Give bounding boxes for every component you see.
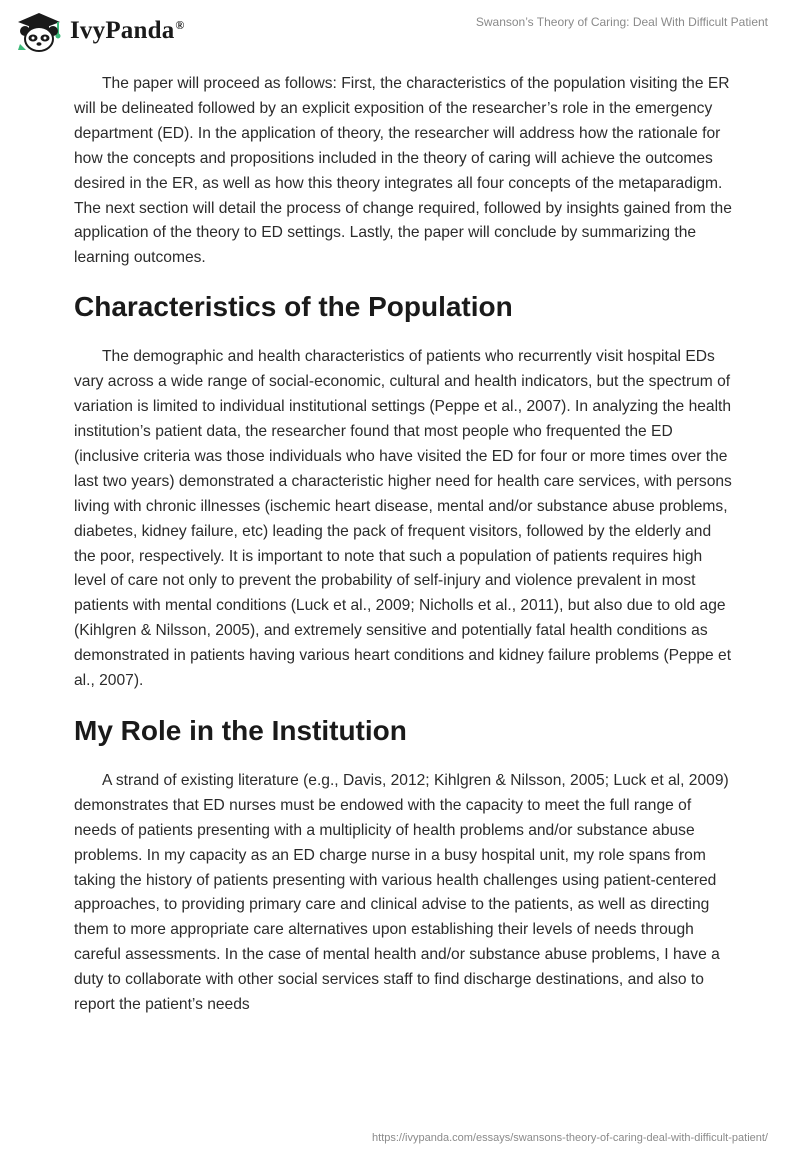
registered-mark: ® <box>175 17 185 32</box>
intro-paragraph: The paper will proceed as follows: First, the characteristics of the population visiting the ER will be delineated followed by an explicit exposition of the researcher’s role in the emergency department (ED). In the application of theory, the researcher will address how the rationale for how the concepts and propositions included in the theory of caring will achieve the outcomes desired in the ER, as well as how this theory integrates all four concepts of the metaparadigm. The next section will detail the process of change required, followed by insights gained from the application of the theory to ED settings. Lastly, the paper will conclude by summarizing the learning outcomes. <box>74 75 732 267</box>
article-body <box>74 72 734 1018</box>
document-title: Swanson’s Theory of Caring: Deal With Difficult Patient <box>475 15 768 29</box>
section-heading-population: Characteristics of the Population <box>74 291 513 323</box>
footer-url[interactable]: https://ivypanda.com/essays/swansons-theory-of-caring-deal-with-difficult-patient/ <box>372 1132 768 1144</box>
panda-graduate-icon <box>14 10 64 52</box>
population-paragraph: The demographic and health characteristics of patients who recurrently visit hospital EDs vary across a wide range of social-economic, cultural and health indicators, but the spectrum of variation is limited to individual institutional settings (Peppe et al., 2007). In analyzing the health institution’s patient data, the researcher found that most people who frequented the ED (inclusive criteria was those individuals who have visited the ED for four or more times over the last two years) demonstrated a characteristic higher need for health care services, with persons living with chronic illnesses (ischemic heart disease, mental and/or substance abuse problems, diabetes, kidney failure, etc) leading the pack of frequent visitors, followed by the elderly and the poor, respectively. It is important to note that such a population of patients requires high level of care not only to prevent the probability of self-injury and violence prevalent in most patients with mental conditions (Luck et al., 2009; Nicholls et al., 2011), but also due to old age (Kihlgren & Nilsson, 2005), and extremely sensitive and potentially fatal health conditions as demonstrated in patients having various heart conditions and kidney failure problems (Peppe et al., 2007). <box>74 348 732 690</box>
role-paragraph: A strand of existing literature (e.g., Davis, 2012; Kihlgren & Nilsson, 2005; Luck et al, 2009) demonstrates that ED nurses must be endowed with the capacity to meet the full range of needs of patients presenting with a multiplicity of health problems and/or substance abuse problems. In my capacity as an ED charge nurse in a busy hospital unit, my role spans from taking the history of patients presenting with various health challenges using patient-centered approaches, to providing primary care and clinical advise to the patients, as well as directing them to more appropriate care alternatives upon establishing their levels of needs through careful assessments. In the case of mental health and/or substance abuse problems, I have a duty to collaborate with other social services staff to find discharge destinations, and also to report the patient’s needs <box>74 771 729 1014</box>
site-logo[interactable] <box>14 10 185 52</box>
section-heading-role: My Role in the Institution <box>74 714 407 746</box>
brand-name: IvyPanda® <box>70 17 185 44</box>
